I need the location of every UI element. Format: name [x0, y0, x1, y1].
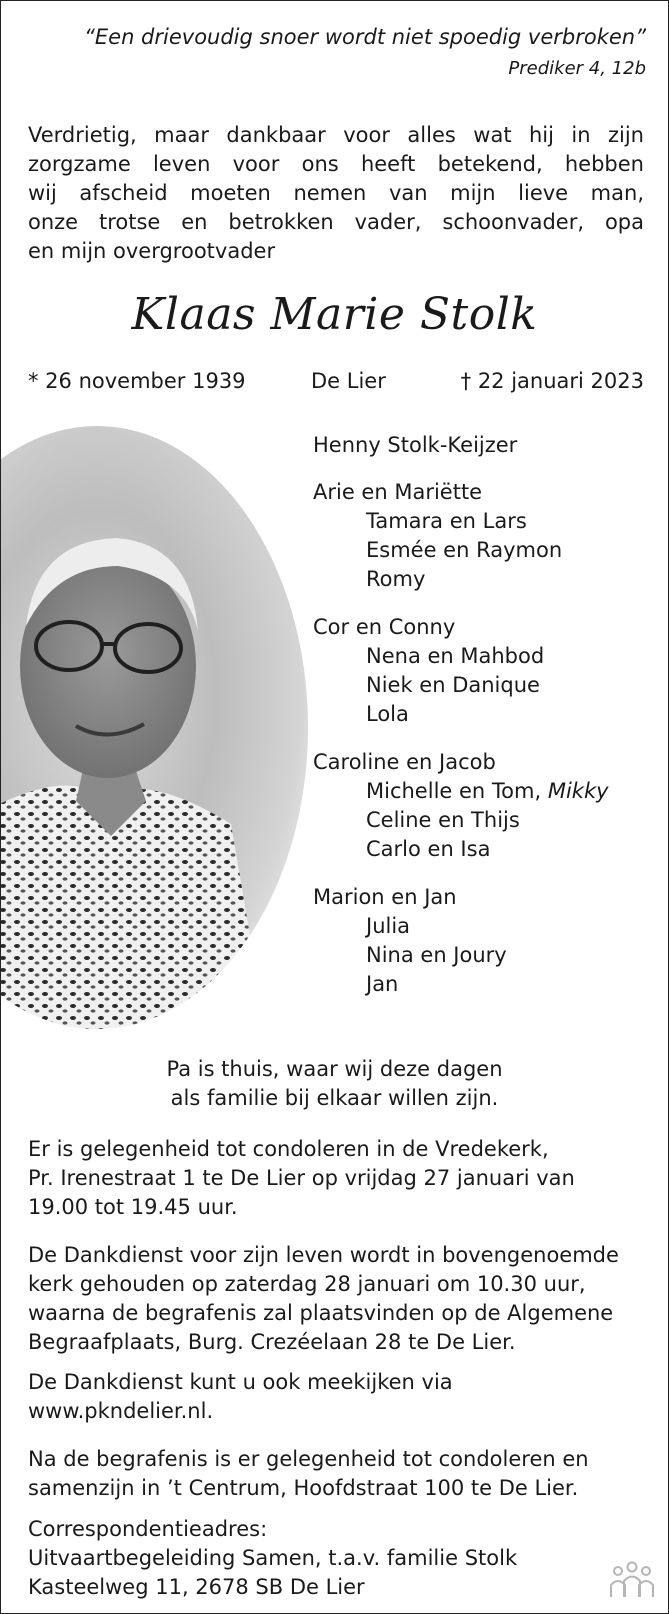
condolence-line: Pr. Irenestraat 1 te De Lier op vrijdag 27 januari van: [28, 1166, 575, 1190]
quote-reference: Prediker 4, 12b: [508, 58, 646, 79]
service-line: Begraafplaats, Burg. Crezéelaan 28 te De Lier.: [28, 1330, 516, 1354]
family-child: Carlo en Isa: [366, 837, 491, 861]
bible-quote: “Een drievoudig snoer wordt niet spoedig verbroken”: [84, 25, 646, 49]
family-child: Romy: [366, 567, 426, 591]
family-child: Nina en Joury: [366, 943, 507, 967]
correspondence-line: Kasteelweg 11, 2678 SB De Lier: [28, 1575, 365, 1599]
family-child: Tamara en Lars: [366, 509, 527, 533]
family-parents: Marion en Jan: [313, 885, 457, 909]
family-child: Niek en Danique: [366, 673, 540, 697]
stream-line: De Dankdienst kunt u ook meekijken via: [28, 1370, 453, 1394]
service-line: De Dankdienst voor zijn leven wordt in bovengenoemde: [28, 1243, 619, 1267]
spouse-name: Henny Stolk-Keijzer: [313, 433, 518, 457]
intro-line: zorgzame leven voor ons heeft betekend, hebben: [28, 152, 644, 176]
intro-line: onze trotse en betrokken vader, schoonvader, opa: [28, 210, 644, 234]
family-child: Jan: [366, 972, 399, 996]
family-parents: Caroline en Jacob: [313, 750, 496, 774]
correspondence-address: [28, 1515, 644, 1602]
family-parents: Arie en Mariëtte: [313, 480, 483, 504]
condolence-line: 19.00 tot 19.45 uur.: [28, 1195, 238, 1219]
birth-date: * 26 november 1939: [28, 369, 246, 393]
family-group-icon-svg: [608, 1559, 656, 1599]
after-line: samenzijn in ’t Centrum, Hoofdstraat 100 te De Lier.: [28, 1476, 579, 1500]
family-child: Celine en Thijs: [366, 808, 520, 832]
home-note-line: Pa is thuis, waar wij deze dagen: [166, 1057, 503, 1081]
service-info: [28, 1241, 644, 1357]
intro-line: en mijn overgrootvader: [28, 239, 276, 263]
after-line: Na de begrafenis is er gelegenheid tot condoleren en: [28, 1447, 589, 1471]
correspondence-line: Correspondentieadres:: [28, 1517, 268, 1541]
family-child-with-greatgrandchild: [366, 777, 609, 806]
family-child: Lola: [366, 702, 409, 726]
great-grandchild: Mikky: [547, 779, 609, 803]
family-child: Nena en Mahbod: [366, 644, 545, 668]
family-child: Julia: [366, 914, 411, 938]
family-child: Esmée en Raymon: [366, 538, 563, 562]
correspondence-line: Uitvaartbegeleiding Samen, t.a.v. familie Stolk: [28, 1546, 518, 1570]
intro-text: [28, 121, 644, 266]
condolence-info: [28, 1135, 644, 1222]
after-funeral-info: [28, 1445, 644, 1503]
family-child: Michelle en Tom,: [366, 779, 542, 803]
portrait-illustration: [0, 426, 308, 1029]
portrait-photo: [0, 426, 308, 1029]
stream-info: [28, 1368, 644, 1426]
condolence-line: Er is gelegenheid tot condoleren in de Vredekerk,: [28, 1137, 549, 1161]
home-note-line: als familie bij elkaar willen zijn.: [170, 1086, 499, 1110]
intro-line: Verdrietig, maar dankbaar voor alles wat hij in zijn: [28, 123, 644, 147]
deceased-name: Klaas Marie Stolk: [131, 289, 538, 340]
home-note: [1, 1055, 668, 1113]
death-date: † 22 januari 2023: [460, 369, 644, 393]
stream-link: www.pkndelier.nl.: [28, 1399, 214, 1423]
residence-place: De Lier: [311, 369, 386, 393]
family-group-icon: [608, 1559, 656, 1603]
family-parents: Cor en Conny: [313, 615, 456, 639]
intro-line: wij afscheid moeten nemen van mijn lieve man,: [28, 181, 644, 205]
service-line: waarna de begrafenis zal plaatsvinden op de Algemene: [28, 1301, 614, 1325]
service-line: kerk gehouden op zaterdag 28 januari om 10.30 uur,: [28, 1272, 586, 1296]
